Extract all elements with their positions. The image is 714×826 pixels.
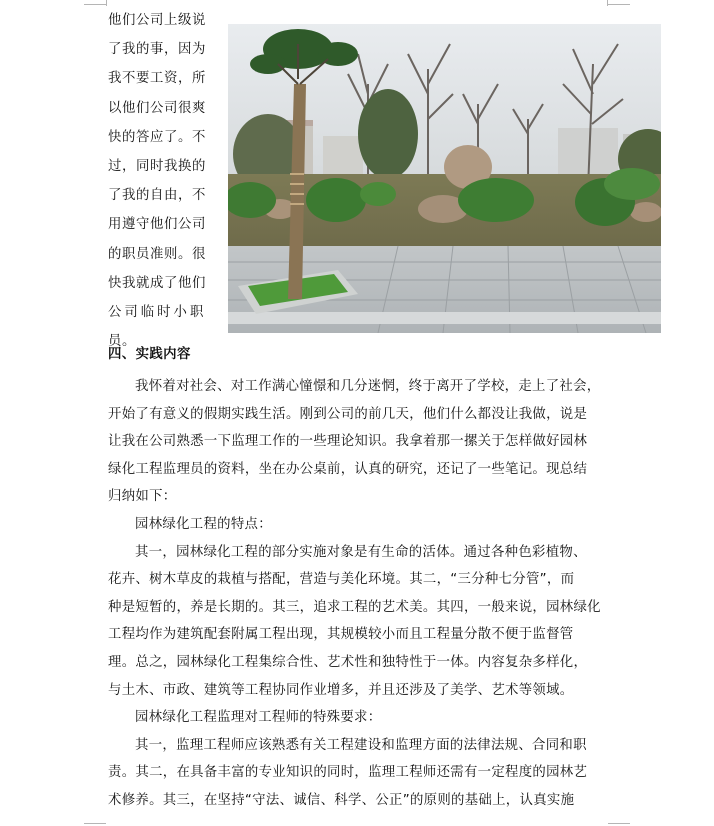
text-line: 用遵守他们公司 [108, 217, 206, 233]
text-line: 员。 [108, 334, 136, 350]
crop-mark-top-right-v [607, 0, 608, 6]
text-line: 花卉、树木草皮的栽植与搭配，营造与美化环境。其二，“三分种七分管”，而 [108, 572, 575, 588]
text-line: 公司临时小职 [108, 305, 207, 321]
text-line: 其一，监理工程师应该熟悉有关工程建设和监理方面的法律法规、合同和职 [135, 737, 587, 753]
crop-mark-top-left-v [106, 0, 107, 6]
text-line: 的职员准则。很 [108, 246, 206, 262]
text-line: 快的答应了。不 [108, 129, 206, 145]
text-line: 种是短暂的，养是长期的。其三，追求工程的艺术美。其四，一般来说，园林绿化 [108, 599, 601, 615]
crop-mark-bottom-right-h [608, 823, 630, 824]
crop-mark-bottom-left-h [84, 823, 106, 824]
subheading-line: 园林绿化工程的特点： [135, 516, 272, 532]
landscape-photo-drawing [228, 24, 661, 333]
text-line: 理。总之，园林绿化工程集综合性、艺术性和独特性于一体。内容复杂多样化， [108, 654, 588, 670]
text-line: 归纳如下： [108, 489, 177, 505]
subheading-line: 园林绿化工程监理对工程师的特殊要求： [135, 710, 382, 726]
text-line: 其一，园林绿化工程的部分实施对象是有生命的活体。通过各种色彩植物、 [135, 544, 587, 560]
text-line: 绿化工程监理员的资料，坐在办公桌前，认真的研究，还记了一些笔记。现总结 [108, 461, 588, 477]
landscape-photo [228, 24, 661, 333]
crop-mark-top-left-h [84, 4, 106, 5]
text-line: 以他们公司很爽 [108, 100, 206, 116]
text-line: 开始了有意义的假期实践生活。刚到公司的前几天，他们什么都没让我做，说是 [108, 406, 588, 422]
text-line: 过，同时我换的 [108, 159, 206, 175]
wrapped-text-column [108, 6, 216, 356]
text-line: 工程均作为建筑配套附属工程出现，其规模较小而且工程量分散不便于监督管 [108, 627, 574, 643]
body-text [108, 373, 608, 815]
text-line: 了我的事，因为 [108, 42, 206, 58]
section-heading: 四、实践内容 [108, 347, 191, 362]
text-line: 快我就成了他们 [108, 275, 206, 291]
crop-mark-top-right-h [608, 4, 630, 5]
text-line: 让我在公司熟悉一下监理工作的一些理论知识。我拿着那一摞关于怎样做好园林 [108, 434, 588, 450]
text-line: 术修养。其三，在坚持“守法、诚信、科学、公正”的原则的基础上，认真实施 [108, 792, 575, 808]
text-line: 我不要工资，所 [108, 71, 206, 87]
text-line: 责。其二，在具备丰富的专业知识的同时，监理工程师还需有一定程度的园林艺 [108, 765, 588, 781]
text-line: 与土木、市政、建筑等工程协同作业增多，并且还涉及了美学、艺术等领域。 [108, 682, 574, 698]
text-line: 我怀着对社会、对工作满心憧憬和几分迷惘，终于离开了学校，走上了社会， [135, 379, 601, 394]
text-line: 了我的自由，不 [108, 188, 206, 204]
text-line: 他们公司上级说 [108, 13, 206, 28]
